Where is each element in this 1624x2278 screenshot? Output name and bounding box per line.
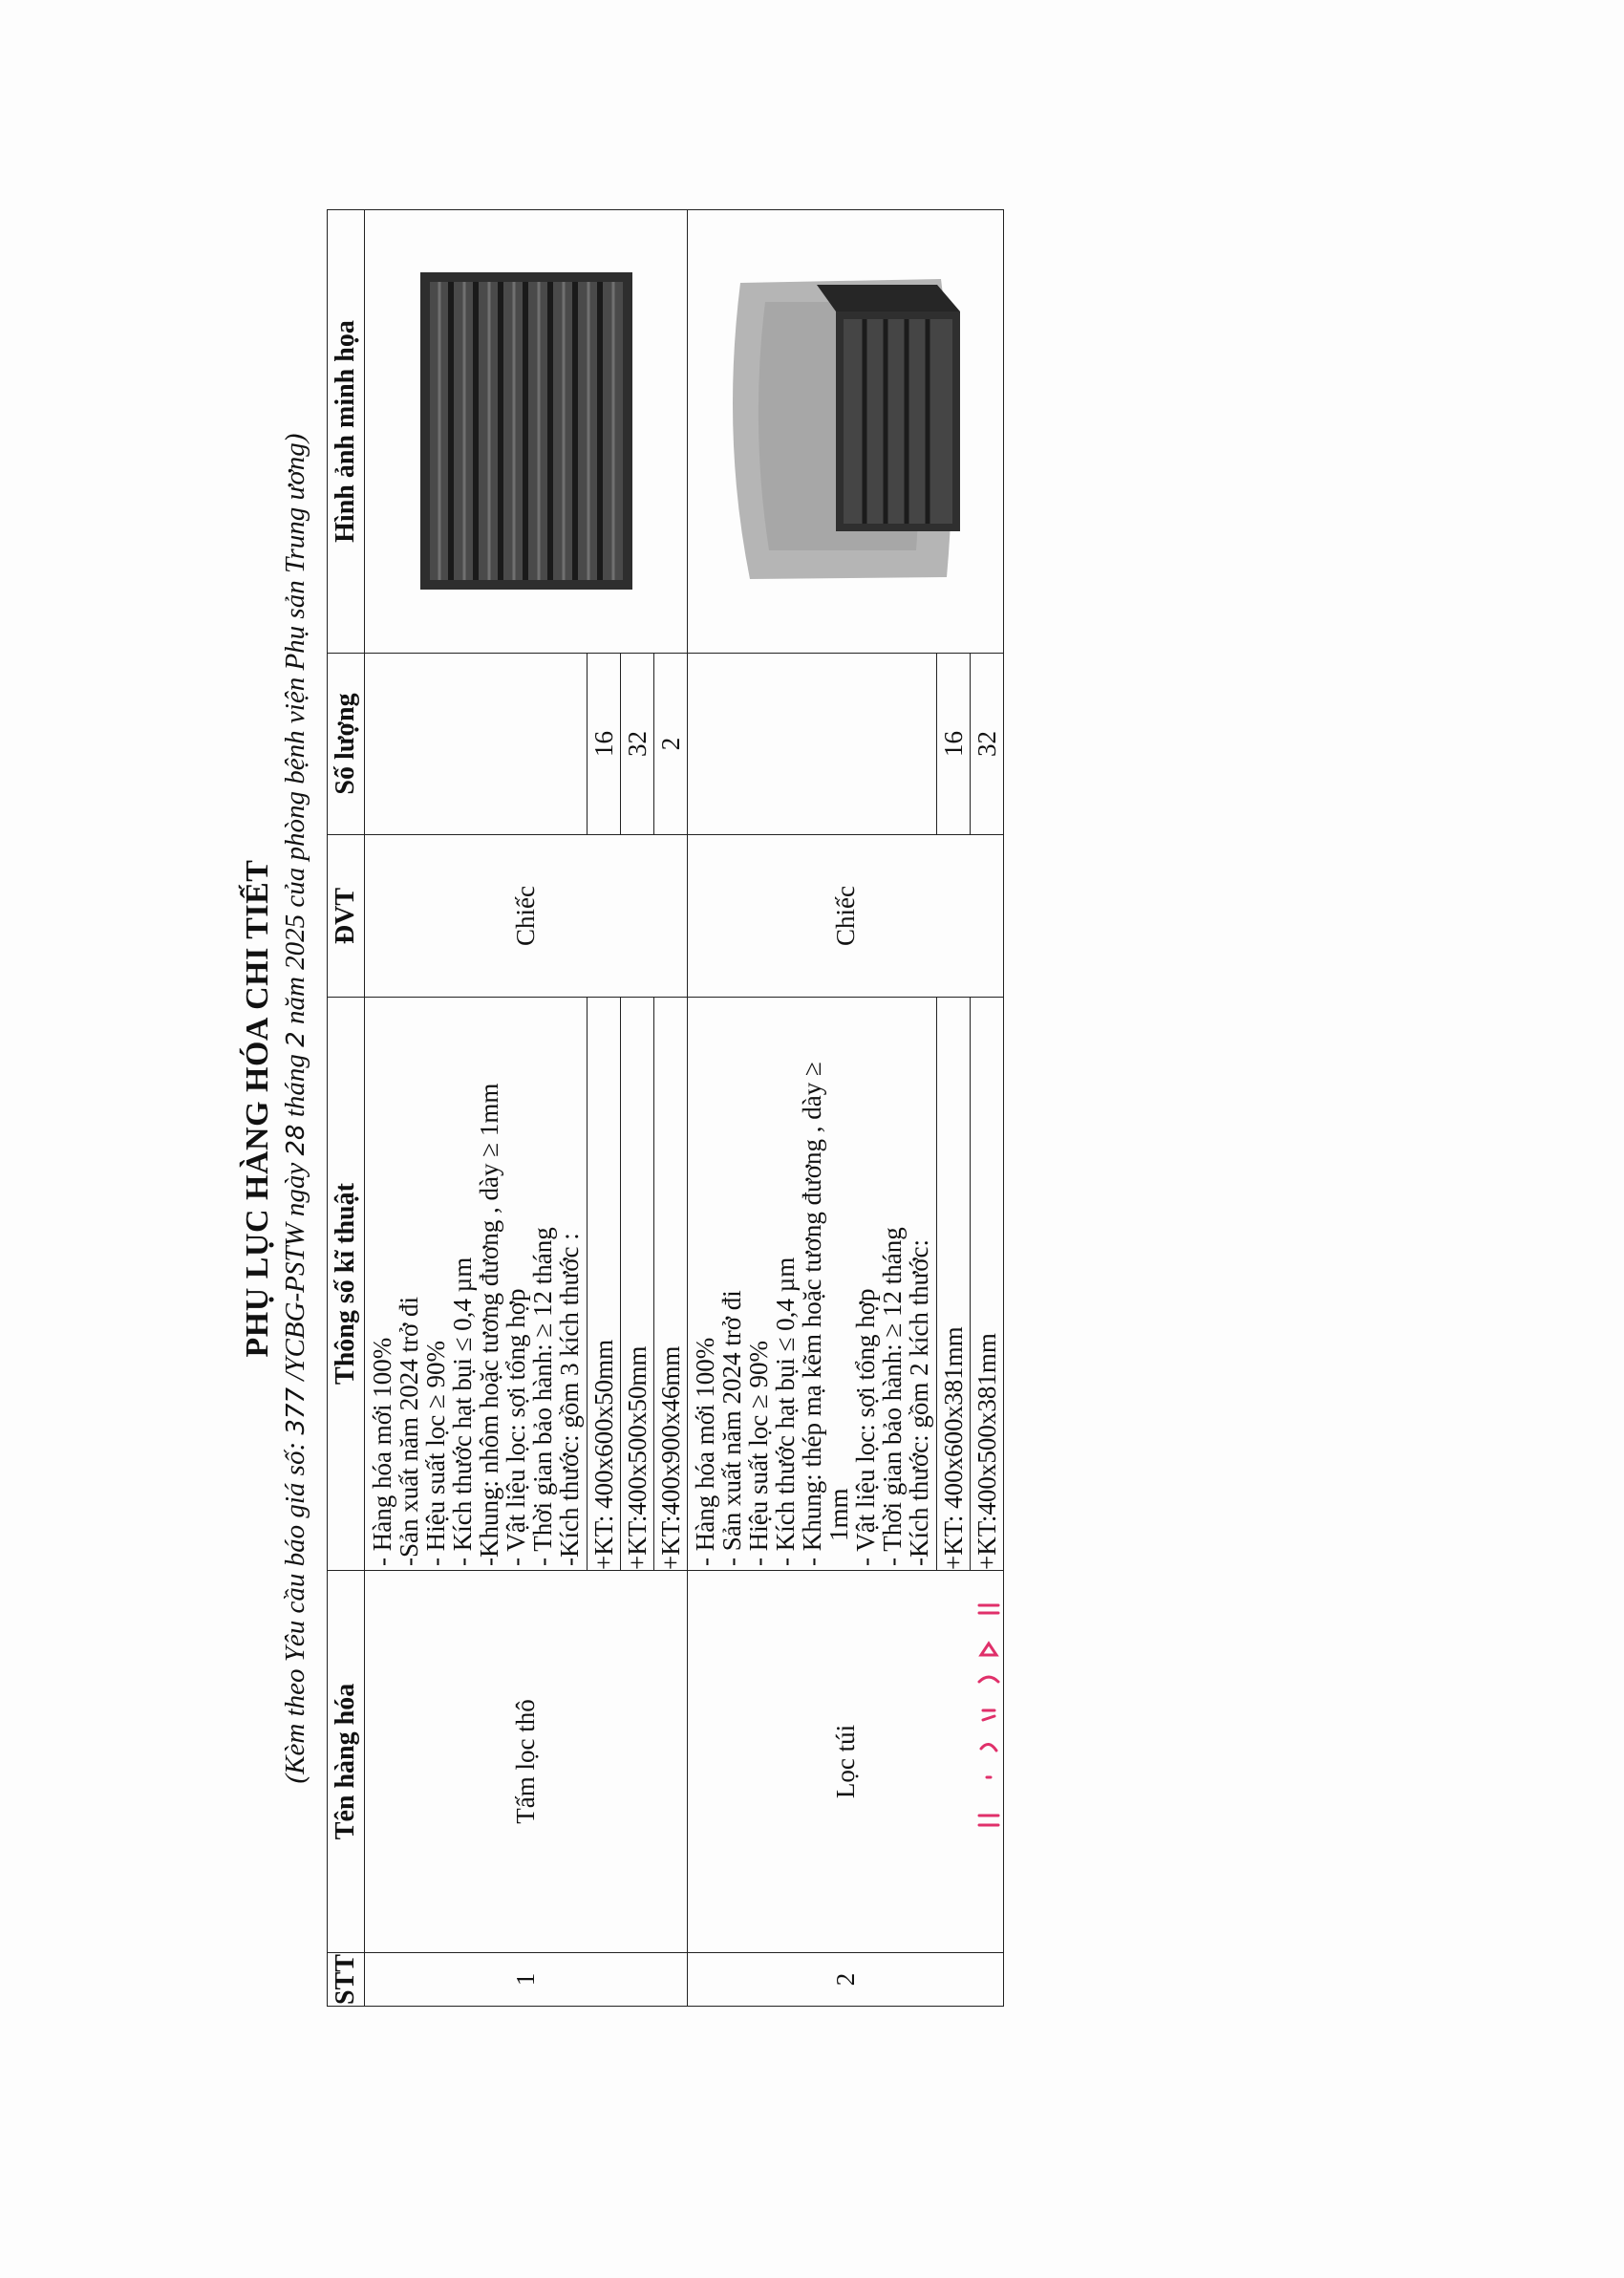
size-line: +KT: 400x600x381mm <box>937 998 971 1571</box>
subtitle-suffix: năm 2025 của phòng bệnh viện Phụ sản Trung ương) <box>280 433 310 1025</box>
rotated-content <box>239 210 1156 2007</box>
subtitle-middle-2: tháng <box>280 1054 310 1118</box>
qty-value: 32 <box>971 654 1004 835</box>
document-title: PHỤ LỤC HÀNG HÓA CHI TIẾT <box>240 859 275 1358</box>
size-line: +KT:400x500x381mm <box>971 998 1004 1571</box>
spec-line: - Vật liệu lọc: sợi tổng hợp <box>502 1288 530 1566</box>
spec-line: -Kích thước: gồm 2 kích thước: <box>905 1238 933 1566</box>
size-line: +KT:400x500x50mm <box>621 998 654 1571</box>
row-image <box>365 210 688 654</box>
handwritten-month: 2 <box>282 1031 310 1047</box>
spec-line: -Khung: nhôm hoặc tương đương , dày ≥ 1mm <box>475 1083 503 1566</box>
qty-value: 16 <box>588 654 621 835</box>
spec-line: -Kích thước: gồm 3 kích thước : <box>555 1233 584 1566</box>
document-header <box>239 210 314 2007</box>
table-row <box>365 210 588 2007</box>
spec-line: - Sản xuất năm 2024 trở đi <box>717 1290 746 1566</box>
table-header-row <box>328 210 365 2007</box>
row-name: Lọc túi <box>688 1571 1004 1953</box>
row-unit: Chiếc <box>365 835 688 998</box>
qty-value: 16 <box>937 654 971 835</box>
spec-line: - Kích thước hạt bụi ≤ 0,4 µm <box>771 1257 800 1566</box>
header-stt: STT <box>328 1953 365 2007</box>
header-spec: Thông số kĩ thuật <box>328 998 365 1571</box>
spec-line: 1mm <box>824 1488 853 1541</box>
goods-table <box>327 209 1004 2007</box>
row-stt: 2 <box>688 1953 1004 2007</box>
header-image: Hình ảnh minh họa <box>328 210 365 654</box>
header-name: Tên hàng hóa <box>328 1571 365 1953</box>
row-image <box>688 210 1004 654</box>
subtitle-prefix: (Kèm theo Yêu cầu báo giá số: <box>280 1441 310 1784</box>
spec-line: - Khung: thép mạ kẽm hoặc tương đương , dày ≥ <box>798 1062 826 1566</box>
subtitle-middle-1: /YCBG-PSTW ngày <box>280 1162 310 1381</box>
spec-line: - Kích thước hạt bụi ≤ 0,4 µm <box>448 1257 477 1566</box>
spec-line: - Vật liệu lọc: sợi tổng hợp <box>851 1288 880 1566</box>
row-spec <box>688 998 937 1571</box>
header-qty: Số lượng <box>328 654 365 835</box>
handwritten-day: 28 <box>282 1124 310 1156</box>
spec-line: -Sản xuất năm 2024 trở đi <box>395 1297 423 1566</box>
spec-line: - Thời gian bảo hành: ≥ 12 tháng <box>878 1227 907 1566</box>
bag-filter-image <box>721 274 970 590</box>
row-qty-blank <box>688 654 937 835</box>
row-qty-blank <box>365 654 588 835</box>
spec-line: - Hàng hóa mới 100% <box>368 1337 396 1566</box>
header-unit: ĐVT <box>328 835 365 998</box>
qty-value: 32 <box>621 654 654 835</box>
spec-line: - Hiệu suất lọc ≥ 90% <box>421 1340 450 1566</box>
panel-filter-image <box>417 269 636 594</box>
row-spec <box>365 998 588 1571</box>
table-row <box>688 210 937 2007</box>
spec-line: - Hàng hóa mới 100% <box>691 1337 719 1566</box>
row-unit: Chiếc <box>688 835 1004 998</box>
spec-line: - Hiệu suất lọc ≥ 90% <box>744 1340 773 1566</box>
row-name: Tấm lọc thô <box>365 1571 688 1953</box>
document-subtitle <box>277 210 314 2007</box>
spec-line: - Thời gian bảo hành: ≥ 12 tháng <box>528 1227 557 1566</box>
size-line: +KT:400x900x46mm <box>654 998 688 1571</box>
row-stt: 1 <box>365 1953 688 2007</box>
size-line: +KT: 400x600x50mm <box>588 998 621 1571</box>
handwritten-annotation-mark <box>970 1586 1008 1873</box>
qty-value: 2 <box>654 654 688 835</box>
handwritten-doc-number: 377 <box>282 1386 310 1435</box>
